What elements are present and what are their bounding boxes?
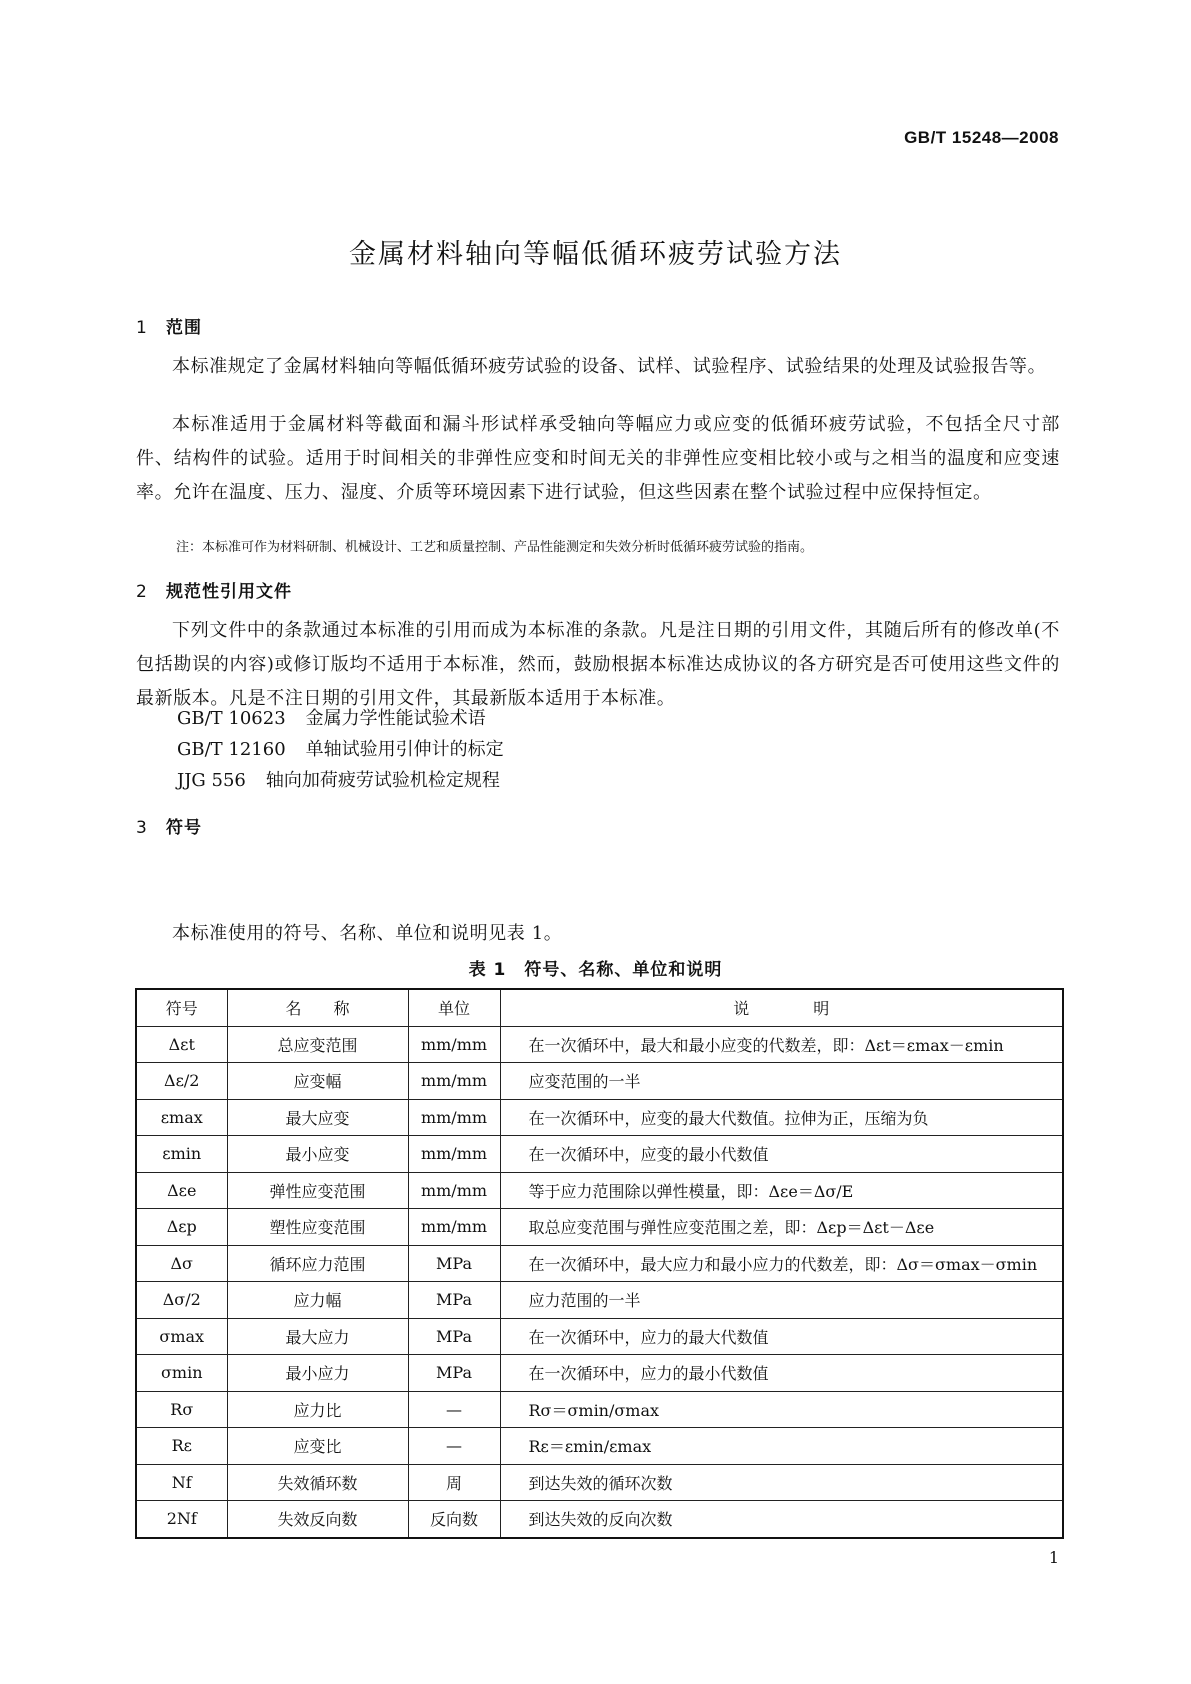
cell-symbol: Δεe xyxy=(136,1172,227,1209)
reference-title: 单轴试验用引伸计的标定 xyxy=(305,739,504,760)
cell-symbol: Δεt xyxy=(136,1026,227,1063)
cell-symbol: εmin xyxy=(136,1136,227,1173)
cell-description: 在一次循环中，应力的最大代数值 xyxy=(500,1318,1063,1355)
cell-symbol: εmax xyxy=(136,1099,227,1136)
cell-symbol: Rσ xyxy=(136,1391,227,1428)
cell-unit: 周 xyxy=(408,1464,500,1501)
cell-unit: MPa xyxy=(408,1245,500,1282)
header-description: 说 明 xyxy=(500,989,1063,1026)
cell-unit: — xyxy=(408,1391,500,1428)
table-row xyxy=(136,1099,1063,1136)
table-row xyxy=(136,1063,1063,1100)
cell-unit: mm/mm xyxy=(408,1136,500,1173)
reference-code: GB/T 12160 xyxy=(177,739,286,760)
cell-unit: MPa xyxy=(408,1282,500,1319)
header-symbol: 符号 xyxy=(136,989,227,1026)
cell-description: 在一次循环中，应变的最大代数值。拉伸为正，压缩为负 xyxy=(500,1099,1063,1136)
cell-unit: 反向数 xyxy=(408,1501,500,1538)
section-title: 规范性引用文件 xyxy=(166,582,292,602)
cell-description: 应变范围的一半 xyxy=(500,1063,1063,1100)
cell-symbol: Δσ/2 xyxy=(136,1282,227,1319)
cell-unit: MPa xyxy=(408,1355,500,1392)
reference-item xyxy=(177,735,504,761)
cell-description: 在一次循环中，最大应力和最小应力的代数差，即：Δσ＝σmax－σmin xyxy=(500,1245,1063,1282)
section-3-heading xyxy=(136,813,202,838)
paragraph: 本标准适用于金属材料等截面和漏斗形试样承受轴向等幅应力或应变的低循环疲劳试验，不包括全尺寸部件、结构件的试验。适用于时间相关的非弹性应变和时间无关的非弹性应变相比较小或与之相当的温度和应变速率。允许在温度、压力、湿度、介质等环境因素下进行试验，但这些因素在整个试验过程中应保持恒定。 xyxy=(136,414,1060,503)
table-row xyxy=(136,1501,1063,1538)
cell-description: 到达失效的循环次数 xyxy=(500,1464,1063,1501)
cell-symbol: σmin xyxy=(136,1355,227,1392)
cell-description: 在一次循环中，应变的最小代数值 xyxy=(500,1136,1063,1173)
cell-description: 应力范围的一半 xyxy=(500,1282,1063,1319)
reference-code: JJG 556 xyxy=(177,770,246,791)
cell-symbol: Δσ xyxy=(136,1245,227,1282)
section-2-heading xyxy=(136,577,292,602)
section-number: 1 xyxy=(136,318,147,338)
table-row xyxy=(136,1209,1063,1246)
cell-unit: mm/mm xyxy=(408,1172,500,1209)
cell-description: Rσ＝σmin/σmax xyxy=(500,1391,1063,1428)
cell-description: 到达失效的反向次数 xyxy=(500,1501,1063,1538)
cell-description: 等于应力范围除以弹性模量，即：Δεe＝Δσ/E xyxy=(500,1172,1063,1209)
cell-symbol: Nf xyxy=(136,1464,227,1501)
reference-title: 轴向加荷疲劳试验机检定规程 xyxy=(265,770,500,791)
table-row xyxy=(136,1355,1063,1392)
table-row xyxy=(136,1282,1063,1319)
cell-name: 循环应力范围 xyxy=(227,1245,408,1282)
symbols-table xyxy=(135,988,1064,1539)
cell-symbol: Δε/2 xyxy=(136,1063,227,1100)
cell-name: 弹性应变范围 xyxy=(227,1172,408,1209)
table-row xyxy=(136,1391,1063,1428)
cell-name: 最小应变 xyxy=(227,1136,408,1173)
table-row xyxy=(136,1245,1063,1282)
cell-name: 总应变范围 xyxy=(227,1026,408,1063)
cell-symbol: Δεp xyxy=(136,1209,227,1246)
header-name: 名 称 xyxy=(227,989,408,1026)
cell-name: 最小应力 xyxy=(227,1355,408,1392)
table-row xyxy=(136,1026,1063,1063)
cell-name: 应力幅 xyxy=(227,1282,408,1319)
cell-name: 塑性应变范围 xyxy=(227,1209,408,1246)
cell-symbol: 2Nf xyxy=(136,1501,227,1538)
section-title: 符号 xyxy=(166,818,202,838)
cell-name: 最大应变 xyxy=(227,1099,408,1136)
table-caption: 表 1 符号、名称、单位和说明 xyxy=(468,960,723,980)
paragraph: 下列文件中的条款通过本标准的引用而成为本标准的条款。凡是注日期的引用文件，其随后所有的修改单(不包括勘误的内容)或修订版均不适用于本标准，然而，鼓励根据本标准达成协议的各方研究是否可使用这些文件的最新版本。凡是不注日期的引用文件，其最新版本适用于本标准。 xyxy=(136,620,1060,709)
cell-unit: mm/mm xyxy=(408,1026,500,1063)
cell-name: 应变幅 xyxy=(227,1063,408,1100)
cell-name: 应力比 xyxy=(227,1391,408,1428)
header-unit: 单位 xyxy=(408,989,500,1026)
reference-item xyxy=(177,704,486,730)
cell-unit: mm/mm xyxy=(408,1063,500,1100)
table-row xyxy=(136,1464,1063,1501)
cell-name: 失效反向数 xyxy=(227,1501,408,1538)
paragraph: 本标准使用的符号、名称、单位和说明见表 1。 xyxy=(172,923,563,944)
cell-description: Rε＝εmin/εmax xyxy=(500,1428,1063,1465)
cell-unit: MPa xyxy=(408,1318,500,1355)
reference-code: GB/T 10623 xyxy=(177,708,286,729)
section-1-heading xyxy=(136,313,202,338)
section-title: 范围 xyxy=(166,318,202,338)
cell-unit: mm/mm xyxy=(408,1209,500,1246)
cell-unit: — xyxy=(408,1428,500,1465)
reference-item xyxy=(177,766,500,792)
cell-description: 取总应变范围与弹性应变范围之差，即：Δεp＝Δεt－Δεe xyxy=(500,1209,1063,1246)
cell-unit: mm/mm xyxy=(408,1099,500,1136)
cell-name: 失效循环数 xyxy=(227,1464,408,1501)
page-number: 1 xyxy=(1048,1548,1059,1567)
document-title: 金属材料轴向等幅低循环疲劳试验方法 xyxy=(349,239,842,270)
cell-description: 在一次循环中，最大和最小应变的代数差，即：Δεt＝εmax－εmin xyxy=(500,1026,1063,1063)
reference-title: 金属力学性能试验术语 xyxy=(305,708,486,729)
table-header-row xyxy=(136,989,1063,1026)
table-row xyxy=(136,1136,1063,1173)
section-number: 2 xyxy=(136,582,147,602)
table-row xyxy=(136,1428,1063,1465)
cell-symbol: σmax xyxy=(136,1318,227,1355)
cell-description: 在一次循环中，应力的最小代数值 xyxy=(500,1355,1063,1392)
standard-number: GB/T 15248—2008 xyxy=(904,128,1059,147)
paragraph: 本标准规定了金属材料轴向等幅低循环疲劳试验的设备、试样、试验程序、试验结果的处理及试验报告等。 xyxy=(172,356,1047,377)
cell-symbol: Rε xyxy=(136,1428,227,1465)
table-row xyxy=(136,1318,1063,1355)
cell-name: 应变比 xyxy=(227,1428,408,1465)
cell-name: 最大应力 xyxy=(227,1318,408,1355)
table-row xyxy=(136,1172,1063,1209)
section-number: 3 xyxy=(136,818,147,838)
note: 注：本标准可作为材料研制、机械设计、工艺和质量控制、产品性能测定和失效分析时低循环疲劳试验的指南。 xyxy=(176,540,814,555)
